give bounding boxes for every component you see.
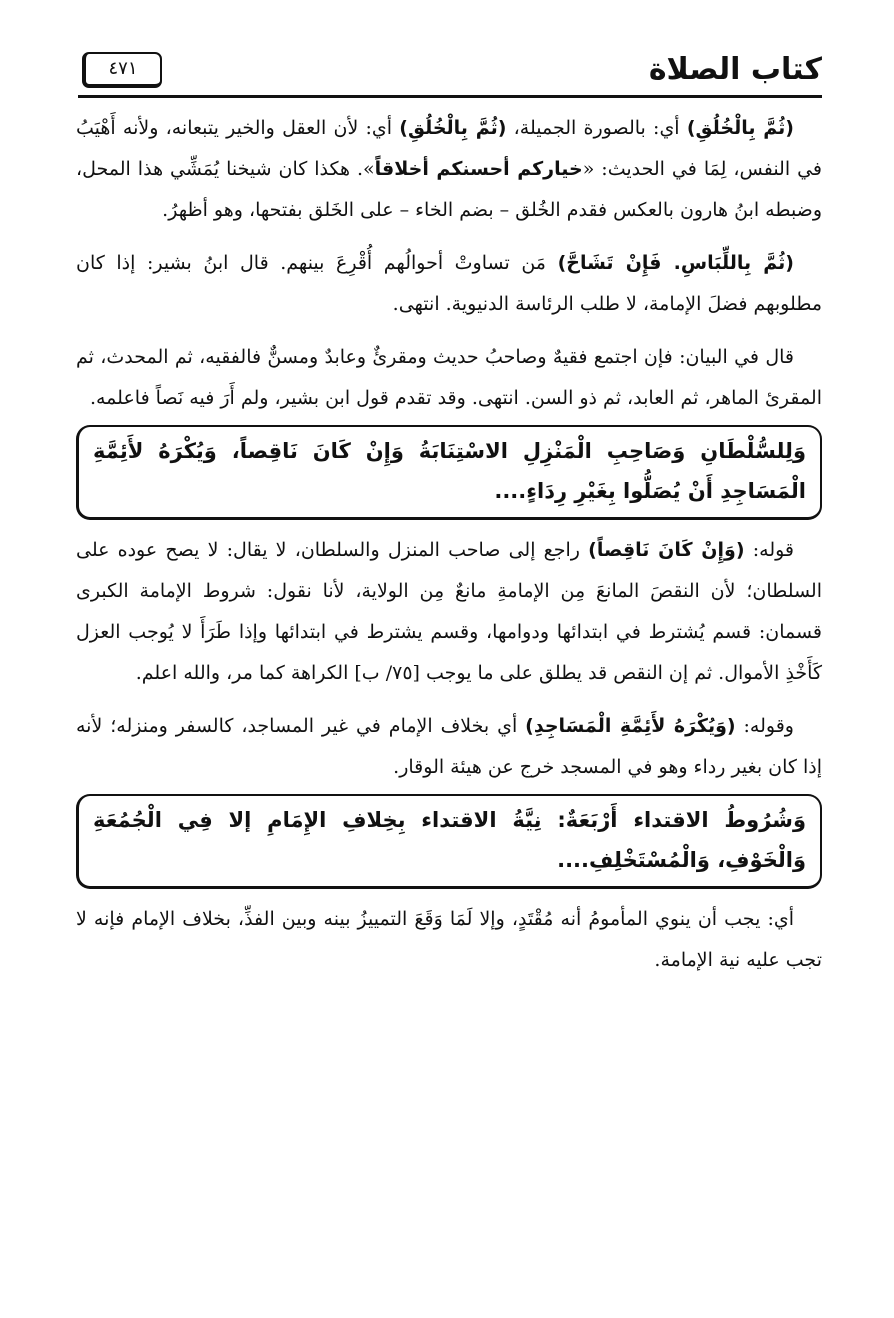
commentary-paragraph-1	[76, 108, 822, 231]
page-header	[78, 50, 822, 98]
commentary-text: مَن تساوتْ أحوالُهم أُقْرِعَ بينهم. قال ابنُ بشير: إذا كان مطلوبهم فضلَ الإمامة، لا طلب الرئاسة الدنيوية. انتهى.	[76, 252, 822, 315]
page-body	[76, 108, 822, 1308]
commentary-text: قوله:	[744, 539, 794, 561]
commentary-text: ». هكذا كان شيخنا يُمَشِّي هذا المحل، وضبطه ابنُ هارون بالعكس فقدم الخُلق – بضم الخاء – على الخَلق بفتحها، وهو أظهرُ.	[76, 158, 822, 221]
header-rule	[78, 95, 822, 98]
commentary-text: أي: لأن العقل والخير يتبعانه، ولأنه أَهْيَبُ في النفس، لِمَا في الحديث: «	[76, 117, 823, 180]
commentary-paragraph-6	[76, 899, 822, 981]
quoted-term: (ثُمَّ بِالْخُلُقِ)	[686, 117, 794, 139]
quoted-term: (وَإِنْ كَانَ نَاقِصاً)	[588, 539, 745, 561]
quoted-term: (ثُمَّ بِاللِّبَاسِ. فَإِنْ تَشَاحَّ)	[557, 252, 794, 274]
commentary-text: أي بخلاف الإمام في غير المساجد، كالسفر ومنزله؛ لأنه إذا كان بغير رداء وهو في المسجد خرج عن هيئة الوقار.	[76, 715, 822, 778]
commentary-paragraph-3	[76, 337, 822, 419]
commentary-text: وقوله:	[735, 715, 794, 737]
quoted-term: (وَيُكْرَهُ لأَئِمَّةِ الْمَسَاجِدِ)	[525, 715, 736, 737]
commentary-paragraph-4	[76, 530, 822, 694]
commentary-text: أي: يجب أن ينوي المأمومُ أنه مُقْتَدٍ، وإلا لَمَا وَقَعَ التمييزُ بينه وبين الفذِّ، بخلاف الإمام فإنه لا تجب عليه نية الإمامة.	[76, 908, 822, 971]
commentary-text: أي: بالصورة الجميلة،	[506, 117, 687, 139]
running-title: كتاب الصلاة	[648, 52, 822, 87]
matn-text: وَشُرُوطُ الاقتداء أَرْبَعَةٌ: نِيَّةُ الاقتداء بِخِلافِ الإِمَامِ إلا فِي الْجُمُعَةِ وَالْخَوْفِ، وَالْمُسْتَخْلِفِ....	[93, 808, 806, 872]
commentary-paragraph-2	[76, 243, 822, 325]
matn-box-1	[76, 425, 822, 520]
commentary-paragraph-5	[76, 706, 822, 788]
commentary-text: قال في البيان: فإن اجتمع فقيهٌ وصاحبُ حديث ومقرئٌ وعابدٌ ومسنٌّ فالفقيه، ثم المحدث، ثم المقرئ الماهر، ثم العابد، ثم ذو السن. انتهى. وقد تقدم قول ابن بشير، ولم أَرَ فيه نَصاً فاعلمه.	[76, 346, 822, 409]
commentary-text: راجع إلى صاحب المنزل والسلطان، لا يقال: لا يصح عوده على السلطان؛ لأن النقصَ المانعَ مِن الإمامةِ مانعٌ مِن الولاية، لأنا نقول: شروط الإمامة الكبرى قسمان: قسم يُشترط في ابتدائها ودوامها، وقسم يشترط في ابتدائها وإذا طَرَأَ لا يُوجب العزل كَأَخْذِ الأموال. ثم إن النقص قد يطلق على ما يوجب [٧٥/ ب] الكراهة كما مر، والله اعلم.	[76, 539, 822, 684]
matn-box-2	[76, 794, 822, 889]
page-number-box	[82, 52, 162, 88]
hadith-quote: خياركم أحسنكم أخلاقاً	[374, 158, 583, 180]
page-number: ٤٧١	[108, 58, 138, 79]
matn-text: وَلِلسُّلْطَانِ وَصَاحِبِ الْمَنْزِلِ الاسْتِنَابَةُ وَإِنْ كَانَ نَاقِصاً، وَيُكْرَهُ لأَئِمَّةِ الْمَسَاجِدِ أَنْ يُصَلُّوا بِغَيْرِ رِدَاءٍ....	[93, 439, 806, 503]
quoted-term: (ثُمَّ بِالْخُلُقِ)	[399, 117, 507, 139]
